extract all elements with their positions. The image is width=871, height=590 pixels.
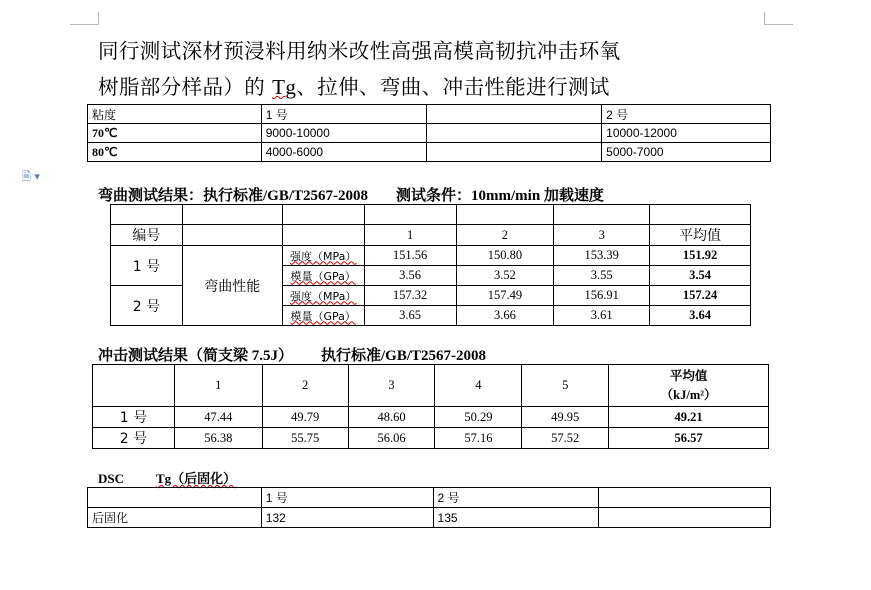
column-header: 平均值	[650, 225, 751, 246]
table-cell: 4000-6000	[261, 143, 426, 162]
table-cell: 56.38	[174, 428, 262, 449]
column-header: 3	[554, 225, 650, 246]
table-cell: 3.66	[456, 306, 554, 326]
table-cell: 1 号	[261, 105, 426, 124]
table-cell: 56.57	[609, 428, 769, 449]
table-cell: 3.61	[554, 306, 650, 326]
bending-results-table	[110, 204, 751, 326]
column-header: 3	[348, 365, 435, 407]
table-cell: 3.64	[650, 306, 751, 326]
column-header: 5	[522, 365, 609, 407]
table-cell: 49.95	[522, 407, 609, 428]
table-cell: 粘度	[88, 105, 262, 124]
column-header: 2	[262, 365, 348, 407]
table-cell: 3.56	[364, 266, 456, 286]
sample-id: 1 号	[111, 246, 183, 286]
table-cell: 2 号	[433, 488, 599, 508]
parameter-label: 强度（MPa）	[282, 286, 364, 306]
table-row	[111, 225, 751, 246]
sample-id: 1 号	[93, 407, 175, 428]
table-cell: 56.06	[348, 428, 435, 449]
impact-heading: 冲击测试结果（简支梁 7.5J） 执行标准/GB/T2567-2008	[98, 348, 487, 364]
table-row	[88, 124, 771, 143]
table-cell: 157.49	[456, 286, 554, 306]
dsc-table	[87, 487, 771, 528]
table-cell: 132	[261, 508, 433, 528]
paragraph-handle-icon[interactable]: 🗎 ▾	[22, 170, 40, 183]
table-cell	[554, 205, 650, 225]
table-cell	[426, 143, 602, 162]
table-cell: 3.52	[456, 266, 554, 286]
table-cell: 47.44	[174, 407, 262, 428]
table-cell: 后固化	[88, 508, 262, 528]
table-row	[111, 205, 751, 225]
table-cell: 157.32	[364, 286, 456, 306]
table-cell: 49.79	[262, 407, 348, 428]
table-cell: 156.91	[554, 286, 650, 306]
table-cell	[88, 488, 262, 508]
column-header: 1	[174, 365, 262, 407]
sample-id: 2 号	[111, 286, 183, 326]
table-cell: 57.52	[522, 428, 609, 449]
table-cell	[111, 205, 183, 225]
table-row	[88, 143, 771, 162]
parameter-label: 强度（MPa）	[282, 246, 364, 266]
table-cell: 135	[433, 508, 599, 528]
sample-id: 2 号	[93, 428, 175, 449]
table-cell: 5000-7000	[602, 143, 771, 162]
table-cell: 80℃	[88, 143, 262, 162]
column-header	[182, 225, 282, 246]
column-header: 平均值 （kJ/m²）	[609, 365, 769, 407]
table-cell	[456, 205, 554, 225]
table-row	[88, 488, 771, 508]
table-row	[88, 508, 771, 528]
table-cell: 49.21	[609, 407, 769, 428]
column-header: 4	[435, 365, 522, 407]
column-header	[282, 225, 364, 246]
table-cell	[599, 508, 771, 528]
table-cell: 55.75	[262, 428, 348, 449]
table-cell: 151.56	[364, 246, 456, 266]
document-title-line-1: 同行测试深材预浸料用纳米改性高强高模高韧抗冲击环氧	[98, 39, 621, 63]
table-cell	[426, 105, 602, 124]
table-cell: 3.54	[650, 266, 751, 286]
table-cell: 1 号	[261, 488, 433, 508]
table-cell: 153.39	[554, 246, 650, 266]
table-cell	[282, 205, 364, 225]
table-cell: 50.29	[435, 407, 522, 428]
table-row	[93, 365, 769, 407]
column-header: 1	[364, 225, 456, 246]
page-corner-mark	[764, 12, 793, 25]
table-row	[93, 428, 769, 449]
table-cell: 57.16	[435, 428, 522, 449]
property-label: 弯曲性能	[182, 246, 282, 326]
column-header: 编号	[111, 225, 183, 246]
table-cell: 10000-12000	[602, 124, 771, 143]
table-cell: 2 号	[602, 105, 771, 124]
parameter-label: 模量（GPa）	[282, 266, 364, 286]
table-cell: 151.92	[650, 246, 751, 266]
table-row	[111, 246, 751, 266]
table-cell	[426, 124, 602, 143]
column-header	[93, 365, 175, 407]
table-row	[93, 407, 769, 428]
parameter-label: 模量（GPa）	[282, 306, 364, 326]
viscosity-table	[87, 104, 771, 162]
document-title-line-2: 树脂部分样品）的 Tg、拉伸、弯曲、冲击性能进行测试	[98, 75, 610, 99]
table-cell: 150.80	[456, 246, 554, 266]
table-cell: 48.60	[348, 407, 435, 428]
table-cell	[599, 488, 771, 508]
table-cell: 70℃	[88, 124, 262, 143]
table-row	[88, 105, 771, 124]
bending-heading: 弯曲测试结果：执行标准/GB/T2567-2008 测试条件：10mm/min 加载速度	[98, 188, 604, 204]
column-header: 2	[456, 225, 554, 246]
table-cell: 9000-10000	[261, 124, 426, 143]
table-cell: 3.55	[554, 266, 650, 286]
table-cell	[364, 205, 456, 225]
page-corner-mark	[70, 12, 99, 25]
table-cell: 157.24	[650, 286, 751, 306]
table-cell	[650, 205, 751, 225]
table-cell: 3.65	[364, 306, 456, 326]
impact-results-table	[92, 364, 769, 449]
dsc-heading: DSC Tg（后固化）	[98, 471, 237, 486]
table-cell	[182, 205, 282, 225]
